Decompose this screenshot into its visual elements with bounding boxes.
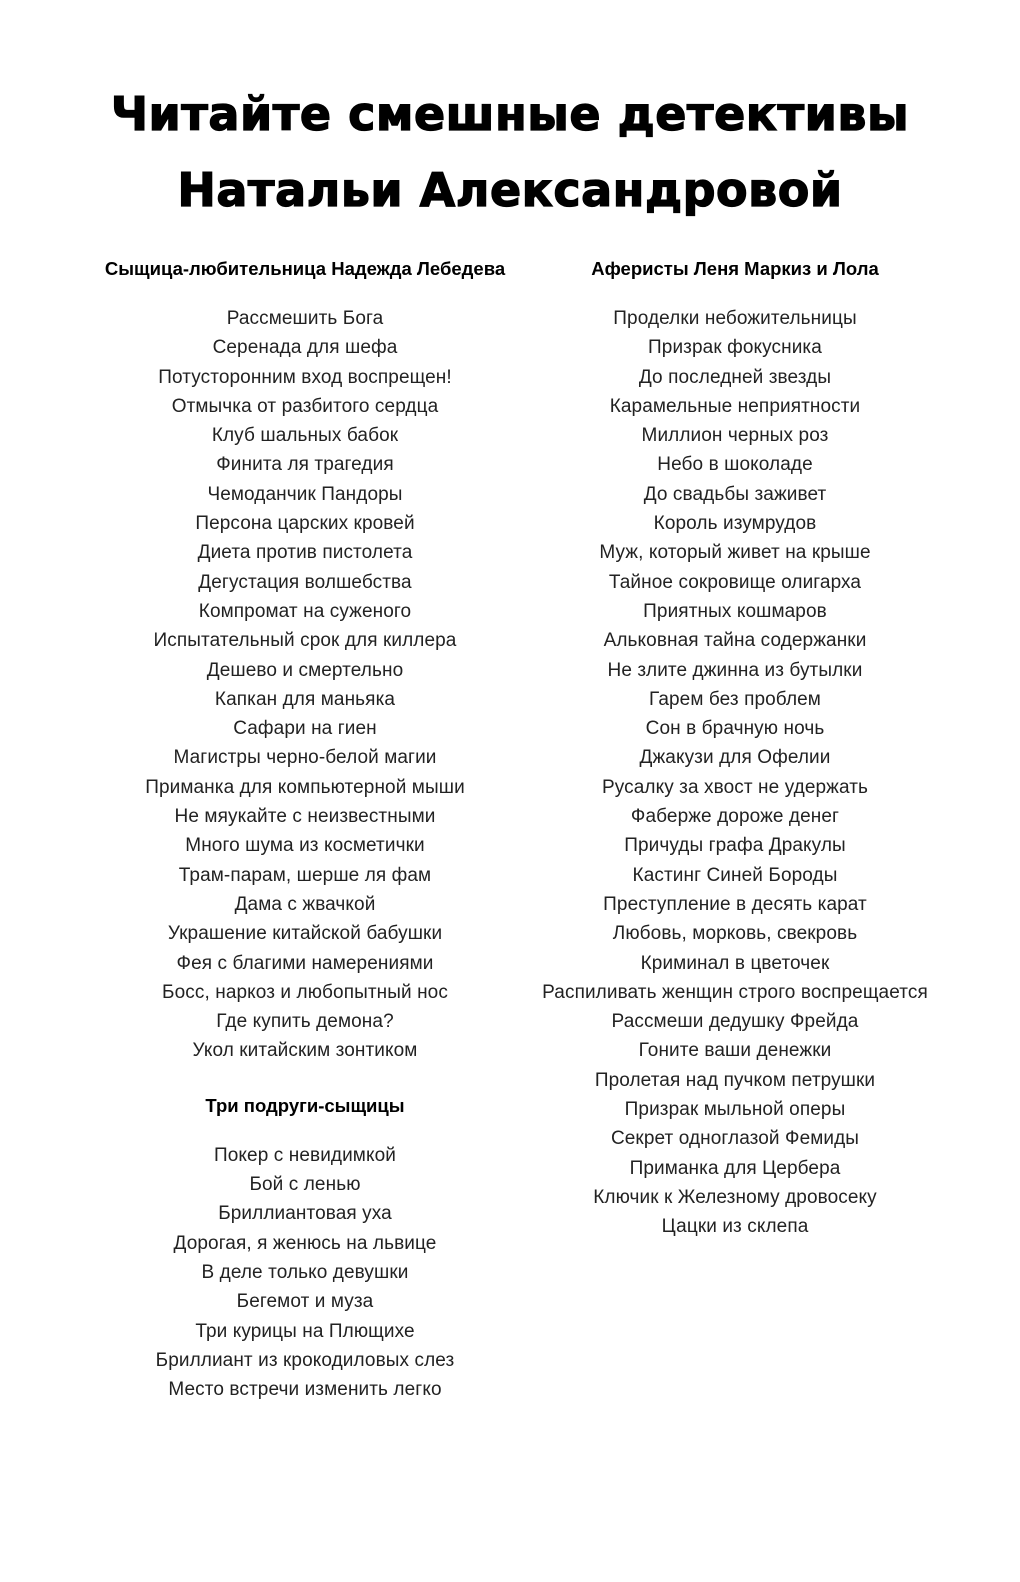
book-title: Чемоданчик Пандоры <box>207 483 403 505</box>
book-title: Преступление в десять карат <box>603 893 867 915</box>
book-title: В деле только девушки <box>201 1261 409 1283</box>
book-title: Сафари на гиен <box>233 718 377 740</box>
book-title: Сон в брачную ночь <box>645 718 825 740</box>
book-title: Дешево и смертельно <box>206 659 404 681</box>
book-title: Кастинг Синей Бороды <box>632 864 838 886</box>
book-title: Финита ля трагедия <box>216 454 394 476</box>
book-title: Проделки небожительницы <box>613 308 857 329</box>
book-title: Укол китайским зонтиком <box>192 1040 418 1062</box>
book-title: Цацки из склепа <box>661 1216 809 1238</box>
book-title: Карамельные неприятности <box>609 395 861 417</box>
book-title: Распиливать женщин строго воспрещается <box>542 981 928 1003</box>
page-title-line-2: Натальи Александровой <box>177 163 843 217</box>
book-title: Фея с благими намерениями <box>176 952 434 974</box>
section-header-aferisty: Аферисты Леня Маркиз и Лола <box>591 258 879 279</box>
book-title: Призрак мыльной оперы <box>624 1099 846 1121</box>
book-title: Пролетая над пучком петрушки <box>594 1069 876 1091</box>
book-title: Секрет одноглазой Фемиды <box>610 1128 860 1150</box>
book-title: Рассмешить Бога <box>226 308 384 329</box>
book-title: Приманка для Цербера <box>629 1157 841 1179</box>
book-title: Отмычка от разбитого сердца <box>171 395 439 417</box>
book-title: До последней звезды <box>638 366 832 388</box>
book-list-aferisty <box>520 304 950 1242</box>
book-title: Дегустация волшебства <box>198 571 412 593</box>
book-title: Покер с невидимкой <box>214 1144 396 1166</box>
book-title: Причуды графа Дракулы <box>624 835 846 857</box>
left-column <box>20 258 590 1404</box>
book-title: Призрак фокусника <box>648 337 822 359</box>
book-title: Приманка для компьютерной мыши <box>145 776 465 798</box>
book-title: Трам-парам, шерше ля фам <box>178 864 432 886</box>
book-title: Серенада для шефа <box>212 337 398 359</box>
book-title: Испытательный срок для киллера <box>153 630 457 652</box>
book-title: Русалку за хвост не удержать <box>601 776 869 798</box>
page-title <box>0 76 1020 228</box>
section-header-nadezhda-lebedeva: Сыщица-любительница Надежда Лебедева <box>104 258 506 279</box>
book-title: Ключик к Железному дровосеку <box>593 1186 877 1208</box>
book-title: Приятных кошмаров <box>643 600 827 622</box>
book-title: Джакузи для Офелии <box>639 747 831 769</box>
book-title: Магистры черно-белой магии <box>173 747 437 769</box>
book-list-tri-podrugi <box>20 1141 590 1405</box>
book-title: Бегемот и муза <box>236 1291 374 1313</box>
book-title: Небо в шоколаде <box>657 454 813 476</box>
book-title: Тайное сокровище олигарха <box>608 571 862 593</box>
book-title: Гарем без проблем <box>649 688 821 710</box>
book-title: Альковная тайна содержанки <box>603 630 867 652</box>
book-title: Фаберже дороже денег <box>630 806 840 828</box>
book-title: Компромат на суженого <box>198 600 412 622</box>
book-title: Бриллиант из крокодиловых слез <box>155 1349 455 1371</box>
book-title: Диета против пистолета <box>197 542 413 564</box>
book-title: Любовь, морковь, свекровь <box>612 923 858 945</box>
book-title: Король изумрудов <box>653 513 817 535</box>
book-title: Криминал в цветочек <box>640 952 830 974</box>
book-title: Муж, который живет на крыше <box>599 542 871 564</box>
book-title: Три курицы на Плющихе <box>195 1320 415 1342</box>
book-title: Много шума из косметички <box>185 835 425 857</box>
book-title: Не мяукайте с неизвестными <box>174 806 436 828</box>
book-title: Капкан для маньяка <box>214 688 396 710</box>
book-title: Персона царских кровей <box>195 513 415 535</box>
book-title: Клуб шальных бабок <box>211 425 399 447</box>
book-title: Гоните ваши денежки <box>638 1040 832 1062</box>
section-header-tri-podrugi: Три подруги-сыщицы <box>205 1094 405 1116</box>
book-title: Босс, наркоз и любопытный нос <box>162 981 448 1003</box>
right-column <box>520 258 950 1242</box>
book-title: Место встречи изменить легко <box>168 1379 442 1401</box>
book-title: Где купить демона? <box>216 1011 394 1033</box>
book-list-nadezhda-lebedeva <box>20 304 590 1066</box>
book-title: Потусторонним вход воспрещен! <box>158 366 452 388</box>
book-title: Не злите джинна из бутылки <box>607 659 863 681</box>
book-title: Бой с ленью <box>249 1174 361 1196</box>
book-title: Дорогая, я женюсь на львице <box>173 1232 437 1254</box>
book-title: Миллион черных роз <box>641 425 829 447</box>
book-title: Украшение китайской бабушки <box>167 923 443 945</box>
book-title: Рассмеши дедушку Фрейда <box>611 1011 859 1033</box>
page-title-line-1: Читайте смешные детективы <box>110 87 910 141</box>
book-title: До свадьбы заживет <box>643 483 827 505</box>
book-title: Дама с жвачкой <box>234 893 376 915</box>
book-title: Бриллиантовая уха <box>218 1203 392 1225</box>
